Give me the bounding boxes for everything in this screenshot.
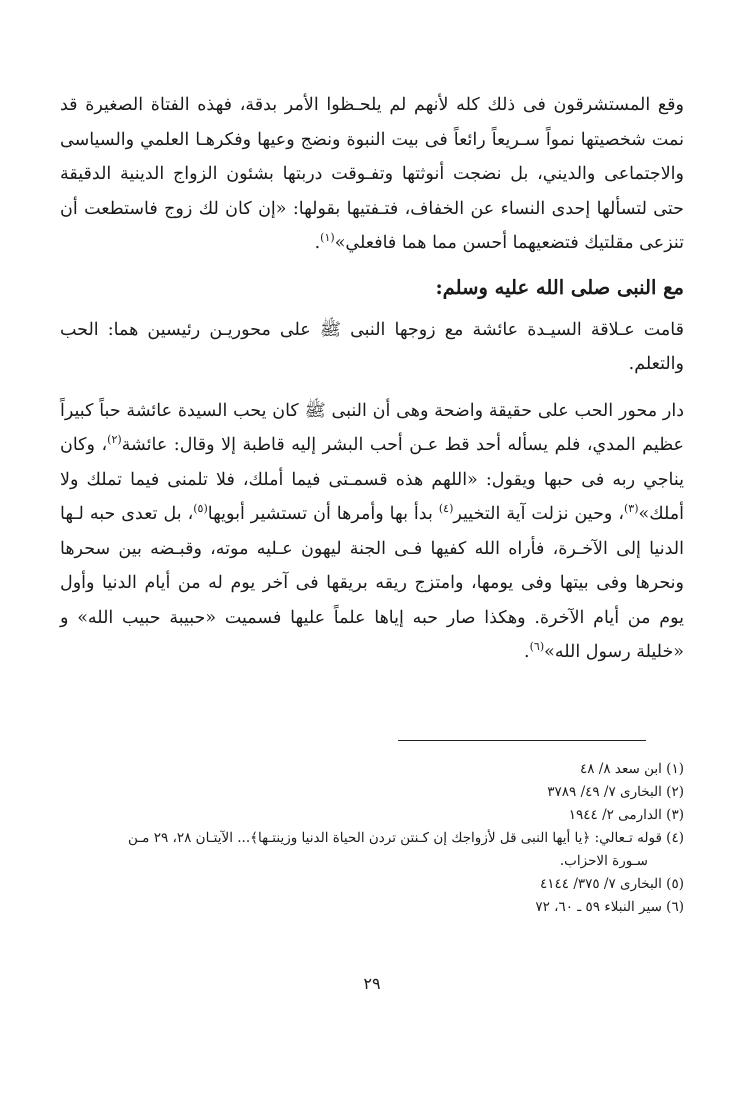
footnote-ref-6: (٦) bbox=[529, 640, 545, 654]
paragraph-3-segment: بدأ بها وأمرها أن تستشير أبويها bbox=[207, 504, 439, 524]
footnote-3: (٣) الدارمى ٢/ ١٩٤٤ bbox=[568, 807, 684, 823]
section-heading: مع النبى صلى الله عليه وسلم: bbox=[435, 275, 684, 299]
page-number: ٢٩ bbox=[363, 974, 381, 993]
footnote-divider bbox=[398, 740, 646, 741]
paragraph-3-segment: ، بل تعدى حبه لـها الدنيا إلى الآخـرة، فأراه الله كفيها فـى الجنة ليهون عـليه موته، وقبـضه بين سحرها ونحرها وفى بيتها وفى يومها، وامتزج ريقه بريقها فى آخر يوم له من أيام الدنيا وأول يوم من أيام الآخرة. وهكذا صار حبه إياها علماً عليها فسميت «حبيبة حبيب الله» و «خليلة رسول الله» bbox=[60, 504, 684, 662]
footnote-4-continuation: سـورة الاحزاب. bbox=[559, 853, 648, 869]
paragraph-1-text: وقع المستشرقون فى ذلك كله لأنهم لم يلحـظوا الأمر بدقة، فهذه الفتاة الصغيرة قد نمت شخصيتها نمواً سـريعاً رائعاً فى بيت النبوة ونضج وعيها وفكرهـا العلمي والسياسى والاجتماعى والديني، بل نضجت أنوثتها وتفـوقت دربتها بشئون الزواج الدينية الدقيقة حتى لتسألها إحدى النساء عن الخفاف، فتـفتيها بقولها: «إن كان لك زوج فاستطعت أن تنزعى مقلتيك فتضعيهما أحسن مما هما فافعلي» bbox=[60, 95, 684, 253]
footnote-2: (٢) البخارى ٧/ ٤٩/ ٣٧٨٩ bbox=[547, 784, 684, 800]
footnote-ref-2: (٢) bbox=[107, 433, 122, 447]
paragraph-3-segment: . bbox=[524, 642, 530, 662]
paragraph-3 bbox=[60, 394, 684, 670]
footnote-6: (٦) سير النبلاء ٥٩ ـ ٦٠، ٧٢ bbox=[535, 899, 684, 915]
footnote-ref-3: (٣) bbox=[623, 502, 639, 516]
footnotes bbox=[60, 758, 684, 919]
footnote-5: (٥) البخارى ٧/ ٣٧٥/ ٤١٤٤ bbox=[540, 876, 684, 892]
paragraph-3-segment: ، وكان يناجي ربه فى حبها ويقول: «اللهم هذه قسمـتى فيما أملك، فلا تلمنى فيما تملك ولا أملك» bbox=[60, 435, 684, 524]
footnote-4: (٤) قوله تـعالي: ﴿يا أيها النبى قل لأزواجك إن كـنتن تردن الحياة الدنيا وزينتـها﴾... الآيتـان ٢٨، ٢٩ مـن bbox=[127, 830, 684, 846]
paragraph-1-tail: . bbox=[314, 233, 321, 253]
footnote-1: (١) ابن سعد ٨/ ٤٨ bbox=[579, 761, 684, 777]
footnote-ref-4: (٤) bbox=[438, 502, 454, 516]
footnote-ref-1: (١) bbox=[320, 231, 335, 245]
paragraph-1 bbox=[60, 88, 684, 261]
footnote-ref-5: (٥) bbox=[193, 502, 208, 516]
paragraph-3-segment: دار محور الحب على حقيقة واضحة وهى أن النبى ﷺ كان يحب السيدة عائشة حباً كبيراً عظيم المدي، فلم يسأله أحد قط عـن أحب البشر إليه قاطبة إلا وقال: عائشة bbox=[60, 400, 684, 455]
paragraph-2: قامت عـلاقة السيـدة عائشة مع زوجها النبى ﷺ على محوريـن رئيسين هما: الحب والتعلم. bbox=[60, 319, 684, 374]
main-text bbox=[60, 88, 684, 670]
paragraph-3-segment: ، وحين نزلت آية التخيير bbox=[453, 504, 624, 524]
